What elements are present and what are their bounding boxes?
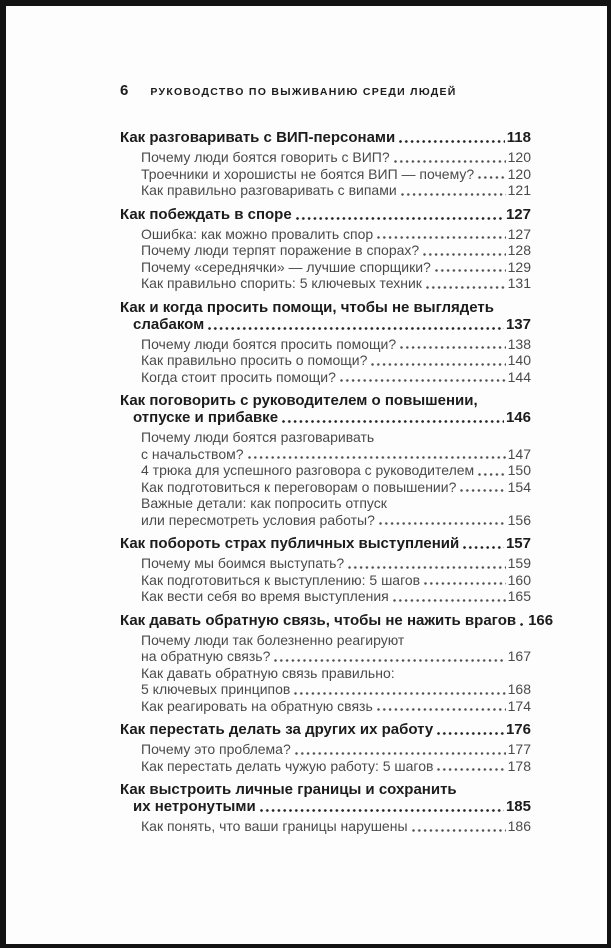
item-title-text: Ошибка: как можно провалить спор [141,225,374,242]
item-page-number: 131 [507,275,531,291]
chapter-page-number: 127 [505,205,531,223]
dot-leader [520,623,526,626]
item-page-number: 154 [507,478,531,495]
item-title-text: Когда стоит просить помощи? [141,368,336,385]
dot-leader [248,456,506,459]
toc-section [120,721,531,774]
item-title-text: Троечники и хорошисты не боятся ВИП — почему? [141,165,475,182]
dot-leader [437,732,504,735]
dot-leader [348,566,505,569]
chapter-title-text: слабаком [133,315,205,333]
toc-item-row [120,818,531,835]
dot-leader [424,582,506,585]
dot-leader [274,659,505,662]
chapter-title-text: Как выстроить личные границы и сохранить [120,781,457,798]
toc-item-row [120,369,531,386]
chapter-title-text: Как перестать делать за других их работу [120,721,434,738]
toc-section [120,129,531,199]
item-title-text: Как подготовиться к выступлению: 5 шагов [141,571,421,588]
dot-leader [423,253,505,256]
item-title-text: на обратную связь? [141,648,271,664]
dot-leader [393,599,506,602]
item-title-text: Как правильно просить о помощи? [141,352,368,368]
page-header [120,82,531,99]
dot-leader [478,176,506,179]
item-title-text: Как давать обратную связь правильно: [141,664,395,681]
item-page-number: 177 [507,741,531,757]
table-of-contents [120,129,554,835]
item-page-number: 150 [507,462,531,478]
toc-chapter-row [120,129,531,146]
toc-item-row [120,495,531,512]
item-title-text: Важные детали: как попросить отпуск [141,495,387,511]
toc-item-row [120,226,531,243]
dot-leader [437,768,505,771]
chapter-title-block [120,611,554,629]
toc-item-row [120,336,531,353]
chapter-title-text: Как побеждать в споре [120,205,292,223]
dot-leader [295,752,506,755]
page-content [120,82,554,835]
dot-leader [394,160,506,163]
item-page-number: 160 [507,571,531,588]
chapter-page-number: 118 [506,129,531,146]
item-title-text: Почему люди боятся говорить с ВИП? [141,149,390,165]
toc-item-row [120,275,531,292]
item-title-text: Как правильно спорить: 5 ключевых техник [141,275,422,291]
toc-item-row [120,446,531,463]
toc-chapter-row [120,299,531,316]
toc-item-row [120,259,531,276]
chapter-title-text: Как разговаривать с ВИП-персонами [120,129,396,146]
running-title: РУКОВОДСТВО ПО ВЫЖИВАНИЮ СРЕДИ ЛЮДЕЙ [150,86,457,98]
item-page-number: 128 [507,242,531,258]
item-title-text: 5 ключевых принципов [141,681,291,697]
item-page-number: 165 [507,588,531,604]
item-page-number: 138 [507,335,531,352]
toc-chapter-row [120,392,531,409]
dot-leader [463,546,504,549]
toc-chapter-row [120,316,531,333]
toc-section [120,781,531,835]
chapter-title-text: Как побороть страх публичных выступлений [120,535,460,552]
chapter-page-number: 137 [505,315,531,333]
toc-item-row [120,512,531,529]
chapter-title-text: Как поговорить с руководителем о повышении, [120,392,478,409]
item-page-number: 127 [507,225,531,242]
chapter-title-block [120,129,531,146]
item-title-text: Почему люди так болезненно реагируют [141,631,405,648]
dot-leader [340,379,506,382]
item-title-text: Почему «середнячки» — лучшие спорщики? [141,258,431,275]
item-title-text: или пересмотреть условия работы? [141,511,375,528]
chapter-title-block [120,392,531,426]
item-title-text: Почему мы боимся выступать? [141,555,345,571]
dot-leader [282,420,504,423]
chapter-title-block [120,781,531,815]
dot-leader [208,327,504,330]
chapter-title-text: отпуске и прибавке [133,409,279,426]
dot-leader [435,269,506,272]
toc-item-row [120,149,531,166]
toc-item-row [120,182,531,199]
dot-leader [371,363,505,366]
item-page-number: 159 [507,555,531,571]
chapter-page-number: 185 [505,798,531,815]
item-title-text: Как перестать делать чужую работу: 5 шагов [141,757,434,774]
chapter-title-block [120,299,531,333]
toc-chapter-row [120,611,554,629]
chapter-page-number: 176 [505,721,531,738]
toc-item-row [120,648,531,665]
item-page-number: 167 [507,648,531,664]
dot-leader [426,286,506,289]
toc-section [120,535,531,605]
toc-chapter-row [120,721,531,738]
chapter-page-number: 146 [505,409,531,426]
item-page-number: 120 [507,149,531,165]
chapter-title-text: Как давать обратную связь, чтобы не нажить врагов [120,611,517,629]
dot-leader [460,489,505,492]
item-title-text: Как подготовиться к переговорам о повышении? [141,478,457,495]
chapter-page-number: 157 [505,535,531,552]
toc-item-row [120,758,531,775]
item-title-text: 4 трюка для успешного разговора с руководителем [141,462,475,478]
page-number-folio: 6 [120,82,129,99]
dot-leader [260,809,504,812]
toc-item-row [120,555,531,572]
dot-leader [379,522,506,525]
dot-leader [296,217,504,220]
item-page-number: 178 [507,757,531,774]
dot-leader [412,829,506,832]
item-page-number: 120 [507,165,531,182]
dot-leader [294,692,505,695]
item-title-text: Как понять, что ваши границы нарушены [141,818,408,834]
chapter-title-block [120,721,531,738]
item-page-number: 174 [507,697,531,714]
chapter-title-text: Как и когда просить помощи, чтобы не выглядеть [120,298,494,316]
dot-leader [400,346,506,349]
item-page-number: 129 [507,258,531,275]
item-page-number: 156 [507,511,531,528]
item-page-number: 168 [507,681,531,697]
item-title-text: Как вести себя во время выступления [141,588,389,604]
toc-section [120,206,531,292]
dot-leader [478,473,505,476]
toc-item-row [120,588,531,605]
item-title-text: Почему это проблема? [141,741,291,757]
item-page-number: 140 [507,352,531,368]
toc-item-row [120,632,531,649]
toc-item-row [120,429,531,446]
item-title-text: Почему люди боятся разговаривать [141,429,375,445]
toc-chapter-row [120,798,531,815]
toc-chapter-row [120,535,531,552]
item-title-text: с начальством? [141,445,244,462]
toc-chapter-row [120,206,531,223]
item-page-number: 144 [507,368,531,385]
toc-section [120,299,531,386]
toc-item-row [120,741,531,758]
chapter-page-number: 166 [528,611,554,629]
toc-section [120,392,531,528]
toc-item-row [120,572,531,589]
toc-item-row [120,242,531,259]
toc-item-row [120,352,531,369]
toc-item-row [120,462,531,479]
book-page [6,6,607,944]
chapter-title-block [120,206,531,223]
item-page-number: 186 [507,818,531,834]
item-title-text: Почему люди терпят поражение в спорах? [141,242,420,258]
chapter-title-text: их нетронутыми [133,798,256,815]
toc-item-row [120,166,531,183]
toc-chapter-row [120,409,531,426]
item-title-text: Почему люди боятся просить помощи? [141,335,397,352]
toc-item-row [120,479,531,496]
toc-item-row [120,681,531,698]
dot-leader [401,193,506,196]
dot-leader [399,140,505,143]
toc-item-row [120,665,531,682]
item-page-number: 147 [507,445,531,462]
item-title-text: Как реагировать на обратную связь [141,697,373,714]
item-page-number: 121 [507,182,531,198]
toc-chapter-row [120,781,531,798]
dot-leader [377,236,505,239]
chapter-title-block [120,535,531,552]
dot-leader [377,708,506,711]
toc-section [120,611,554,715]
item-title-text: Как правильно разговаривать с випами [141,182,397,198]
toc-item-row [120,698,531,715]
